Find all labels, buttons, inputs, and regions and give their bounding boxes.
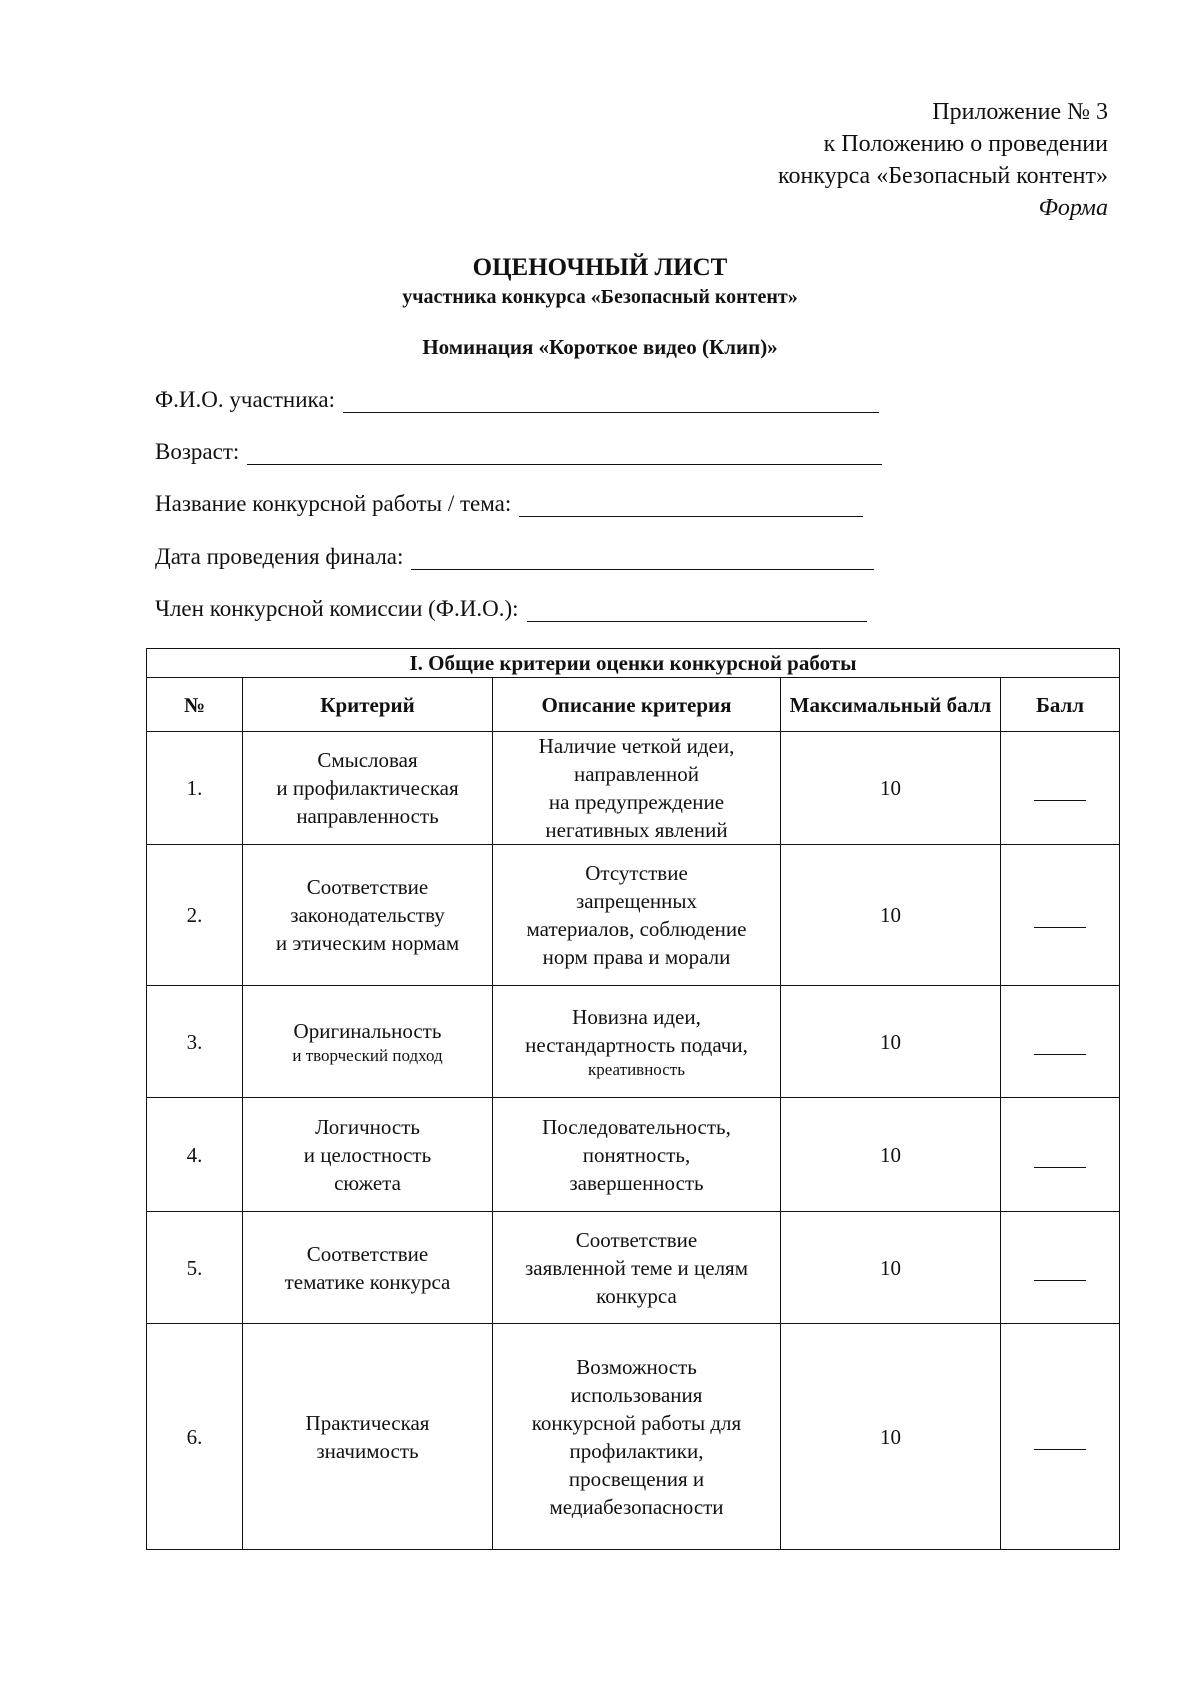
max-score: 10 bbox=[781, 1098, 1001, 1212]
description-line: материалов, соблюдение bbox=[526, 917, 747, 941]
final-date-label: Дата проведения финала: bbox=[155, 544, 404, 569]
criterion-line: направленность bbox=[296, 804, 439, 828]
description-cell bbox=[493, 986, 781, 1098]
description-line: понятность, bbox=[582, 1142, 691, 1167]
criterion-line: тематике конкурса bbox=[284, 1269, 451, 1294]
description-cell bbox=[493, 1324, 781, 1550]
column-header-row bbox=[147, 678, 1120, 732]
criterion-line: Соответствие bbox=[306, 875, 429, 899]
table-row bbox=[147, 732, 1120, 845]
score-cell[interactable] bbox=[1001, 845, 1120, 986]
description-line: Отсутствие bbox=[585, 861, 688, 885]
max-score: 10 bbox=[781, 1212, 1001, 1324]
appendix-header bbox=[778, 96, 1108, 224]
description-line: использования bbox=[570, 1382, 703, 1407]
description-line: заявленной теме и целям bbox=[524, 1255, 748, 1280]
description-line: просвещения и bbox=[568, 1466, 705, 1491]
table-row bbox=[147, 1098, 1120, 1212]
max-score: 10 bbox=[781, 1324, 1001, 1550]
description-cell bbox=[493, 732, 781, 845]
document-title: ОЦЕНОЧНЫЙ ЛИСТ bbox=[472, 254, 728, 281]
score-blank-line[interactable] bbox=[1034, 800, 1086, 801]
criterion-line: значимость bbox=[316, 1438, 419, 1463]
criterion-line: Смысловая bbox=[317, 748, 418, 772]
header-num: № bbox=[147, 678, 243, 732]
description-line: нестандартность подачи, bbox=[525, 1032, 748, 1057]
description-line: Последовательность, bbox=[542, 1114, 731, 1139]
table-row bbox=[147, 1324, 1120, 1550]
header-criterion: Критерий bbox=[243, 678, 493, 732]
age-field[interactable] bbox=[155, 435, 882, 465]
row-number: 5. bbox=[147, 1212, 243, 1324]
table-row bbox=[147, 986, 1120, 1098]
description-line: профилактики, bbox=[569, 1438, 704, 1463]
description-cell bbox=[493, 1098, 781, 1212]
criterion-cell bbox=[243, 1324, 493, 1550]
description-line: Возможность bbox=[576, 1354, 697, 1379]
header-max: Максимальный балл bbox=[781, 678, 1001, 732]
max-score: 10 bbox=[781, 732, 1001, 845]
section-title: I. Общие критерии оценки конкурсной работы bbox=[147, 649, 1120, 678]
header-description: Описание критерия bbox=[493, 678, 781, 732]
max-score: 10 bbox=[781, 986, 1001, 1098]
jury-blank-line[interactable] bbox=[527, 599, 867, 622]
final-date-blank-line[interactable] bbox=[411, 547, 874, 570]
header-score: Балл bbox=[1001, 678, 1120, 732]
description-line: завершенность bbox=[569, 1170, 704, 1195]
row-number: 3. bbox=[147, 986, 243, 1098]
description-line: Новизна идеи, bbox=[572, 1004, 701, 1029]
criterion-line: и профилактическая bbox=[276, 776, 459, 800]
criterion-cell bbox=[243, 986, 493, 1098]
age-label: Возраст: bbox=[155, 439, 240, 464]
description-line: норм права и морали bbox=[542, 945, 731, 969]
description-line: конкурсной работы для bbox=[531, 1410, 742, 1435]
score-blank-line[interactable] bbox=[1034, 927, 1086, 928]
description-cell bbox=[493, 845, 781, 986]
criterion-line: Практическая bbox=[305, 1410, 430, 1435]
table-row bbox=[147, 1212, 1120, 1324]
table-row bbox=[147, 845, 1120, 986]
description-line: креативность bbox=[588, 1059, 685, 1079]
nomination-title: Номинация «Короткое видео (Клип)» bbox=[422, 335, 778, 359]
score-blank-line[interactable] bbox=[1034, 1167, 1086, 1168]
criterion-line: и этическим нормам bbox=[275, 931, 460, 955]
age-blank-line[interactable] bbox=[247, 442, 882, 465]
criterion-cell bbox=[243, 1098, 493, 1212]
description-line: Соответствие bbox=[575, 1227, 698, 1252]
appendix-reference: к Положению о проведении bbox=[823, 131, 1108, 157]
row-number: 2. bbox=[147, 845, 243, 986]
description-line: Наличие четкой идеи, bbox=[538, 734, 735, 758]
fio-field[interactable] bbox=[155, 383, 879, 413]
document-subtitle: участника конкурса «Безопасный контент» bbox=[402, 286, 798, 308]
criterion-line: Логичность bbox=[315, 1114, 420, 1139]
score-blank-line[interactable] bbox=[1034, 1449, 1086, 1450]
work-title-field[interactable] bbox=[155, 487, 863, 517]
fio-label: Ф.И.О. участника: bbox=[155, 387, 335, 412]
criterion-cell bbox=[243, 845, 493, 986]
description-line: запрещенных bbox=[576, 889, 697, 913]
score-blank-line[interactable] bbox=[1034, 1054, 1086, 1055]
final-date-field[interactable] bbox=[155, 540, 874, 570]
description-line: медиабезопасности bbox=[549, 1494, 724, 1519]
description-cell bbox=[493, 1212, 781, 1324]
criterion-line: и целостность bbox=[303, 1142, 432, 1167]
criterion-line: и творческий подход bbox=[292, 1045, 443, 1065]
description-line: на предупреждение bbox=[548, 790, 725, 814]
score-cell[interactable] bbox=[1001, 986, 1120, 1098]
row-number: 6. bbox=[147, 1324, 243, 1550]
appendix-number: Приложение № 3 bbox=[932, 99, 1108, 125]
criterion-line: законодательству bbox=[290, 903, 445, 927]
score-cell[interactable] bbox=[1001, 1098, 1120, 1212]
work-title-blank-line[interactable] bbox=[519, 494, 863, 517]
score-cell[interactable] bbox=[1001, 1212, 1120, 1324]
appendix-contest: конкурса «Безопасный контент» bbox=[778, 163, 1108, 189]
criterion-line: Оригинальность bbox=[293, 1018, 442, 1043]
criteria-table bbox=[146, 648, 1120, 1550]
max-score: 10 bbox=[781, 845, 1001, 986]
score-cell[interactable] bbox=[1001, 1324, 1120, 1550]
description-line: негативных явлений bbox=[545, 818, 728, 842]
fio-blank-line[interactable] bbox=[343, 390, 879, 413]
form-label: Форма bbox=[1038, 195, 1108, 221]
jury-field[interactable] bbox=[155, 592, 867, 622]
jury-label: Член конкурсной комиссии (Ф.И.О.): bbox=[155, 596, 519, 621]
criterion-line: сюжета bbox=[334, 1170, 401, 1195]
criterion-cell bbox=[243, 732, 493, 845]
description-line: направленной bbox=[574, 762, 699, 786]
work-title-label: Название конкурсной работы / тема: bbox=[155, 491, 512, 516]
description-line: конкурса bbox=[596, 1283, 677, 1308]
score-cell[interactable] bbox=[1001, 732, 1120, 845]
section-title-row bbox=[147, 649, 1120, 678]
criterion-line: Соответствие bbox=[306, 1241, 429, 1266]
criterion-cell bbox=[243, 1212, 493, 1324]
row-number: 1. bbox=[147, 732, 243, 845]
score-blank-line[interactable] bbox=[1034, 1280, 1086, 1281]
row-number: 4. bbox=[147, 1098, 243, 1212]
